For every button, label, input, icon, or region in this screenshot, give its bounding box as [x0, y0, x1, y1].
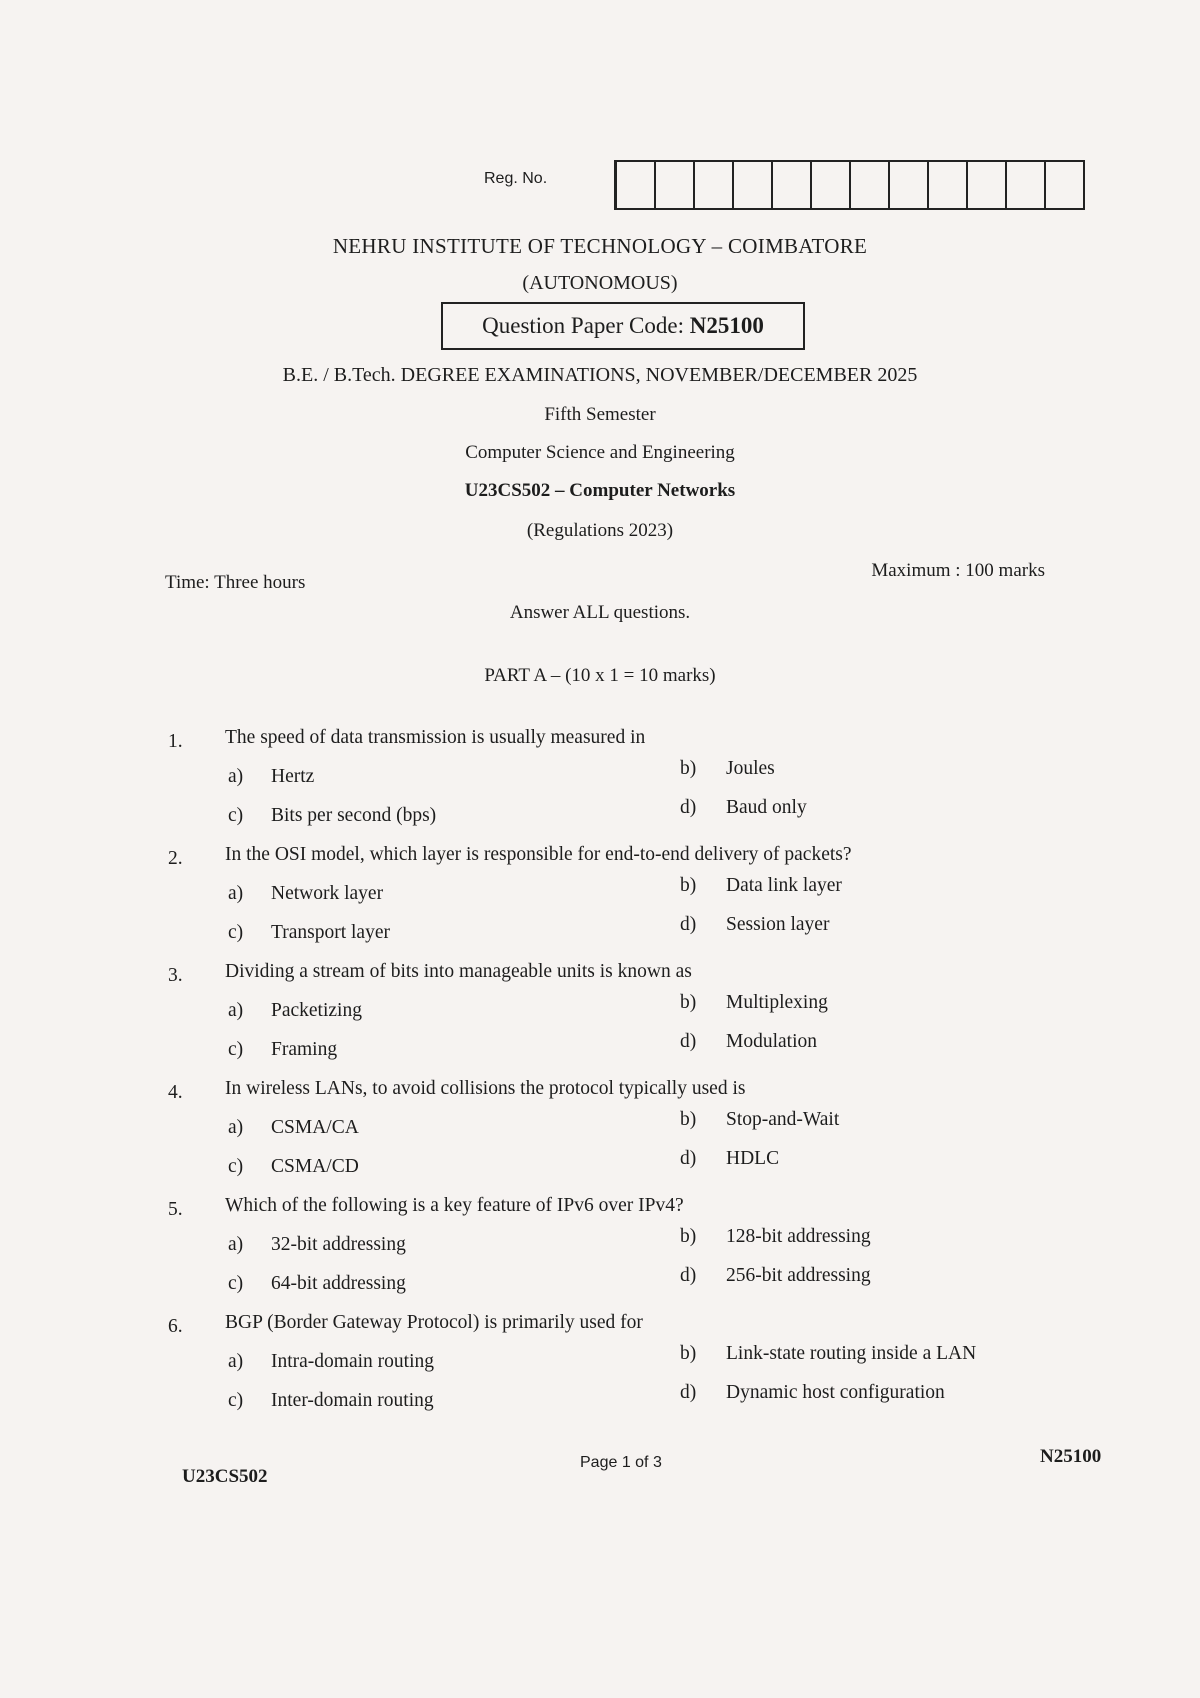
option-letter: d): [680, 797, 697, 818]
option-letter: c): [228, 1390, 244, 1411]
question-number: 1.: [168, 731, 183, 752]
question-paper-code-box: [441, 302, 805, 350]
regulations: (Regulations 2023): [526, 520, 674, 541]
option-letter: d): [680, 1031, 697, 1052]
reg-no-label: Reg. No.: [484, 170, 548, 187]
option-text: Inter-domain routing: [271, 1390, 434, 1411]
option-text: 64-bit addressing: [271, 1273, 406, 1294]
reg-no-box: [1044, 162, 1083, 208]
option-text: Multiplexing: [726, 992, 828, 1013]
reg-no-box: [927, 162, 966, 208]
option-text: Intra-domain routing: [271, 1351, 434, 1372]
option-text: Transport layer: [271, 922, 390, 943]
option-text: Session layer: [726, 914, 830, 935]
page-number: Page 1 of 3: [580, 1454, 662, 1471]
option-letter: b): [680, 1226, 697, 1247]
option-text: Modulation: [726, 1031, 817, 1052]
option-letter: b): [680, 1109, 697, 1130]
option-text: CSMA/CA: [271, 1117, 359, 1138]
option-letter: b): [680, 758, 697, 779]
option-text: Link-state routing inside a LAN: [726, 1343, 977, 1364]
option-letter: b): [680, 875, 697, 896]
reg-no-box: [693, 162, 732, 208]
option-letter: c): [228, 1156, 244, 1177]
option-letter: a): [228, 1000, 244, 1021]
instruction: Answer ALL questions.: [509, 602, 691, 623]
qp-code-label: Question Paper Code:: [482, 313, 684, 338]
question-text: Which of the following is a key feature of IPv6 over IPv4?: [225, 1195, 684, 1216]
option-text: 32-bit addressing: [271, 1234, 406, 1255]
option-letter: a): [228, 883, 244, 904]
option-letter: a): [228, 1117, 244, 1138]
reg-no-box: [849, 162, 888, 208]
question-number: 2.: [168, 848, 183, 869]
reg-no-box: [1005, 162, 1044, 208]
option-text: Hertz: [271, 766, 315, 787]
option-letter: b): [680, 1343, 697, 1364]
autonomous-label: (AUTONOMOUS): [522, 272, 678, 294]
option-letter: c): [228, 1039, 244, 1060]
option-text: Bits per second (bps): [271, 805, 437, 826]
question-number: 4.: [168, 1082, 183, 1103]
reg-no-boxes: [614, 160, 1085, 210]
option-text: Network layer: [271, 883, 384, 904]
department: Computer Science and Engineering: [465, 442, 735, 463]
question-text: In wireless LANs, to avoid collisions the protocol typically used is: [225, 1078, 746, 1099]
question-number: 6.: [168, 1316, 183, 1337]
option-text: Data link layer: [726, 875, 842, 896]
option-letter: a): [228, 766, 244, 787]
exam-title: B.E. / B.Tech. DEGREE EXAMINATIONS, NOVEMBER/DECEMBER 2025: [282, 364, 918, 386]
semester: Fifth Semester: [544, 404, 656, 425]
option-letter: c): [228, 1273, 244, 1294]
question-text: Dividing a stream of bits into manageable units is known as: [225, 961, 692, 982]
option-letter: d): [680, 914, 697, 935]
footer-course-code: U23CS502: [182, 1466, 268, 1487]
option-text: Joules: [726, 758, 775, 779]
maximum-marks: Maximum : 100 marks: [871, 560, 1045, 581]
institution-name: NEHRU INSTITUTE OF TECHNOLOGY – COIMBATORE: [332, 234, 868, 258]
option-letter: b): [680, 992, 697, 1013]
option-text: Stop-and-Wait: [726, 1109, 840, 1130]
option-letter: a): [228, 1351, 244, 1372]
option-letter: d): [680, 1382, 697, 1403]
question-text: BGP (Border Gateway Protocol) is primarily used for: [225, 1312, 643, 1333]
option-text: Baud only: [726, 797, 807, 818]
footer-qp-code: N25100: [1040, 1446, 1102, 1467]
option-text: CSMA/CD: [271, 1156, 359, 1177]
option-letter: c): [228, 805, 244, 826]
option-text: HDLC: [726, 1148, 780, 1169]
option-letter: d): [680, 1148, 697, 1169]
reg-no-box: [966, 162, 1005, 208]
reg-no-box: [888, 162, 927, 208]
question-number: 5.: [168, 1199, 183, 1220]
option-text: Dynamic host configuration: [726, 1382, 945, 1403]
part-heading: PART A – (10 x 1 = 10 marks): [484, 665, 716, 686]
reg-no-box: [810, 162, 849, 208]
time-allowed: Time: Three hours: [165, 572, 306, 593]
option-text: 256-bit addressing: [726, 1265, 871, 1286]
option-letter: a): [228, 1234, 244, 1255]
option-text: Framing: [271, 1039, 338, 1060]
question-text: In the OSI model, which layer is responsible for end-to-end delivery of packets?: [225, 844, 852, 865]
option-letter: d): [680, 1265, 697, 1286]
question-number: 3.: [168, 965, 183, 986]
reg-no-box: [771, 162, 810, 208]
reg-no-box: [654, 162, 693, 208]
reg-no-box: [732, 162, 771, 208]
option-letter: c): [228, 922, 244, 943]
question-text: The speed of data transmission is usually measured in: [225, 727, 646, 748]
option-text: 128-bit addressing: [726, 1226, 871, 1247]
reg-no-box: [615, 162, 654, 208]
qp-code: N25100: [689, 313, 764, 338]
option-text: Packetizing: [271, 1000, 362, 1021]
subject: U23CS502 – Computer Networks: [464, 480, 736, 501]
